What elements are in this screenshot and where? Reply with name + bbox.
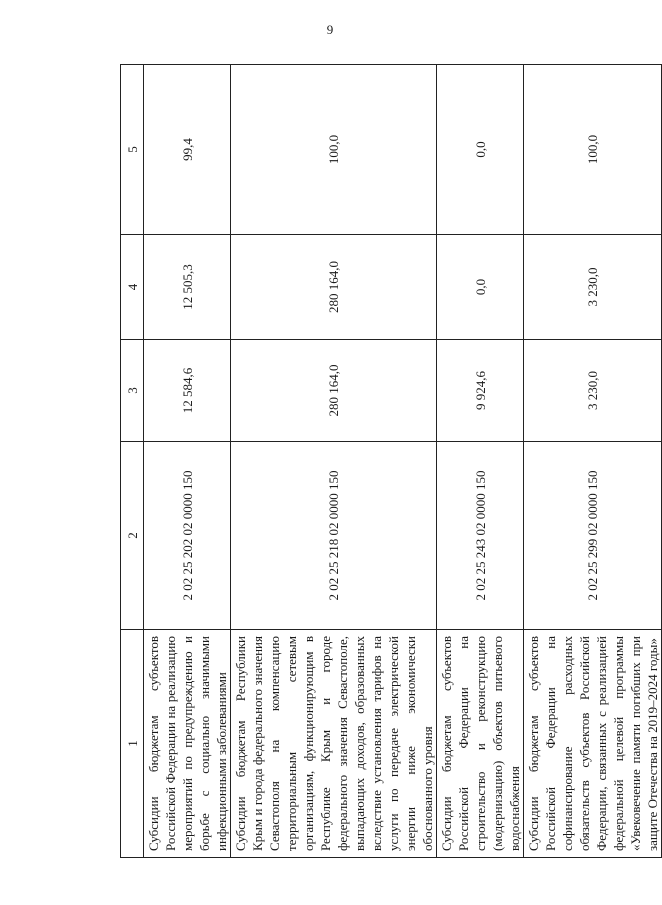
- table-row: [524, 65, 662, 858]
- row-value-col5: 100,0: [524, 65, 662, 235]
- budget-table: [120, 64, 662, 858]
- row-value-col3: 9 924,6: [437, 340, 524, 442]
- column-header: 5: [121, 65, 144, 235]
- row-code: 2 02 25 299 02 0000 150: [524, 442, 662, 630]
- column-header: 1: [121, 630, 144, 858]
- rotated-table-container: [120, 65, 660, 858]
- row-description: Субсидии бюджетам Республики Крым и города федерального значения Севастополя на компенсацию территориальным сетевым организациям, функционирующим в Республике Крым и городе федерального значения Севастополе, выпадающих доходов, образованных вследствие установления тарифов на услуги по передаче электрической энергии ниже экономически обоснованного уровня: [231, 630, 437, 858]
- row-description: Субсидии бюджетам субъектов Российской Федерации на реализацию мероприятий по предупреждению и борьбе с социально значимыми инфекционными заболеваниями: [144, 630, 231, 858]
- column-header: 4: [121, 235, 144, 340]
- row-code: 2 02 25 243 02 0000 150: [437, 442, 524, 630]
- column-header: 3: [121, 340, 144, 442]
- row-value-col3: 3 230,0: [524, 340, 662, 442]
- table-row: [231, 65, 437, 858]
- row-code: 2 02 25 202 02 0000 150: [144, 442, 231, 630]
- page-number: 9: [326, 22, 334, 37]
- row-value-col3: 12 584,6: [144, 340, 231, 442]
- table-header-row: [121, 65, 144, 858]
- column-header: 2: [121, 442, 144, 630]
- row-code: 2 02 25 218 02 0000 150: [231, 442, 437, 630]
- row-value-col5: 99,4: [144, 65, 231, 235]
- row-value-col5: 100,0: [231, 65, 437, 235]
- row-value-col5: 0,0: [437, 65, 524, 235]
- table-row: [437, 65, 524, 858]
- row-value-col4: 280 164,0: [231, 235, 437, 340]
- row-value-col4: 12 505,3: [144, 235, 231, 340]
- row-value-col4: 3 230,0: [524, 235, 662, 340]
- row-description: Субсидии бюджетам субъектов Российской Федерации на софинансирование расходных обязательств субъектов Российской Федерации, связанных с реализацией федеральной целевой программы «Увековечение памяти погибших при защите Отечества на 2019–2024 годы»: [524, 630, 662, 858]
- row-description: Субсидии бюджетам субъектов Российской Федерации на строительство и реконструкцию (модернизацию) объектов питьевого водоснабжения: [437, 630, 524, 858]
- row-value-col4: 0,0: [437, 235, 524, 340]
- table-row: [144, 65, 231, 858]
- row-value-col3: 280 164,0: [231, 340, 437, 442]
